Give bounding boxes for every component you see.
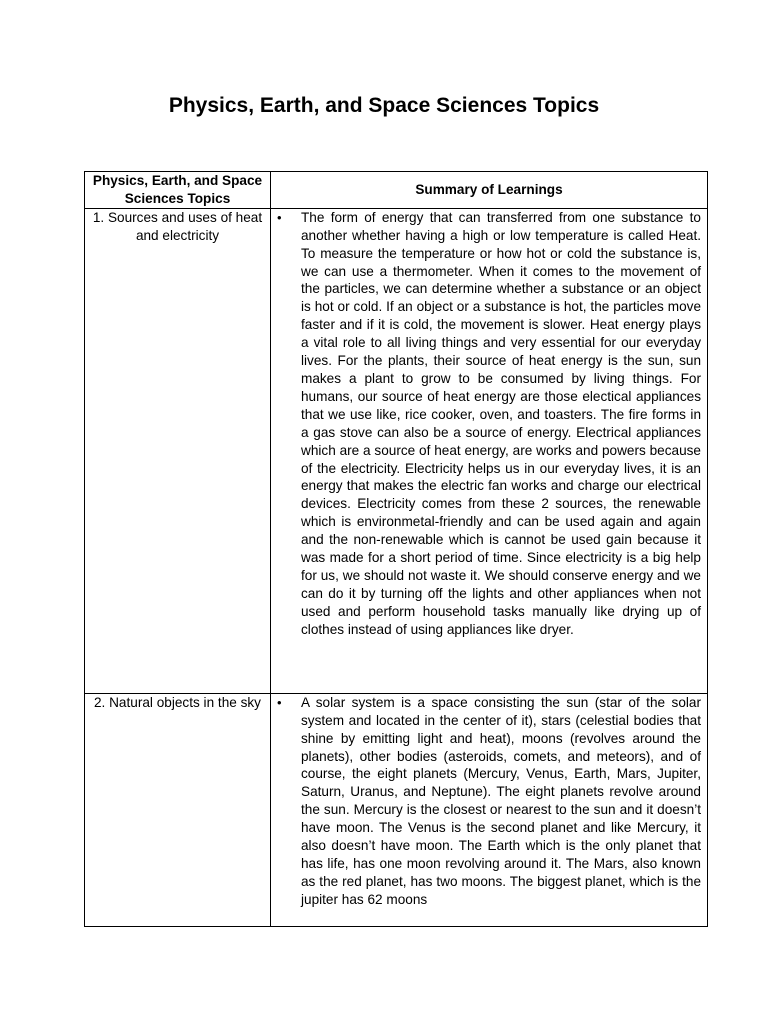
topic-cell: 2. Natural objects in the sky	[85, 693, 271, 926]
summary-column-header: Summary of Learnings	[271, 172, 708, 209]
summary-text: The form of energy that can transferred from one substance to another whether having a high or low temperature is called Heat. To measure the temperature or how hot or cold the substance is, we can use a thermometer. When it comes to the movement of the particles, we can determine whether a substance or an object is hot or cold. If an object or a substance is hot, the particles move faster and if it is cold, the movement is slower. Heat energy plays a vital role to all living things and very essential for our everyday lives. For the plants, their source of heat energy is the sun, sun makes a plant to grow to be consumed by living things. For humans, our source of heat energy are those electical appliances that we use like, rice cooker, oven, and toasters. The fire forms in a gas stove can also be a source of energy. Electrical appliances which are a source of heat energy, are works and powers because of the electricity. Electricity helps us in our everyday lives, it is an energy that makes the electric fan works and charge our electrical devices. Electricity comes from these 2 sources, the renewable which is environmetal-friendly and can be used again and again and the non-renewable which is cannot be used gain because it was made for a short period of time. Since electricity is a big help for us, we should not waste it. We should conserve energy and we can do it by turning off the lights and other appliances when not used and perform household tasks manually like drying up of clothes instead of using appliances like dryer.	[301, 209, 701, 637]
topic-column-header: Physics, Earth, and Space Sciences Topics	[85, 172, 271, 209]
table-header-row	[85, 172, 708, 209]
topics-table	[84, 171, 708, 927]
bullet-icon: •	[277, 209, 282, 225]
summary-cell	[271, 693, 708, 926]
page-title: Physics, Earth, and Space Sciences Topics	[168, 94, 600, 117]
table-row	[85, 693, 708, 926]
bullet-icon: •	[277, 694, 282, 710]
summary-text: A solar system is a space consisting the sun (star of the solar system and located in the center of it), stars (celestial bodies that shine by emitting light and heat), moons (revolves around the planets), other bodies (asteroids, comets, and meteors), and of course, the eight planets (Mercury, Venus, Earth, Mars, Jupiter, Saturn, Uranus, and Neptune). The eight planets revolve around the sun. Mercury is the closest or nearest to the sun and it doesn’t have moon. The Venus is the second planet and like Mercury, it also doesn’t have moon. The Earth which is the only planet that has life, has one moon revolving around it. The Mars, also known as the red planet, has two moons. The biggest planet, which is the jupiter has 62 moons	[301, 694, 701, 907]
table-row	[85, 208, 708, 693]
summary-cell	[271, 208, 708, 693]
topic-cell: 1. Sources and uses of heat and electricity	[85, 208, 271, 693]
